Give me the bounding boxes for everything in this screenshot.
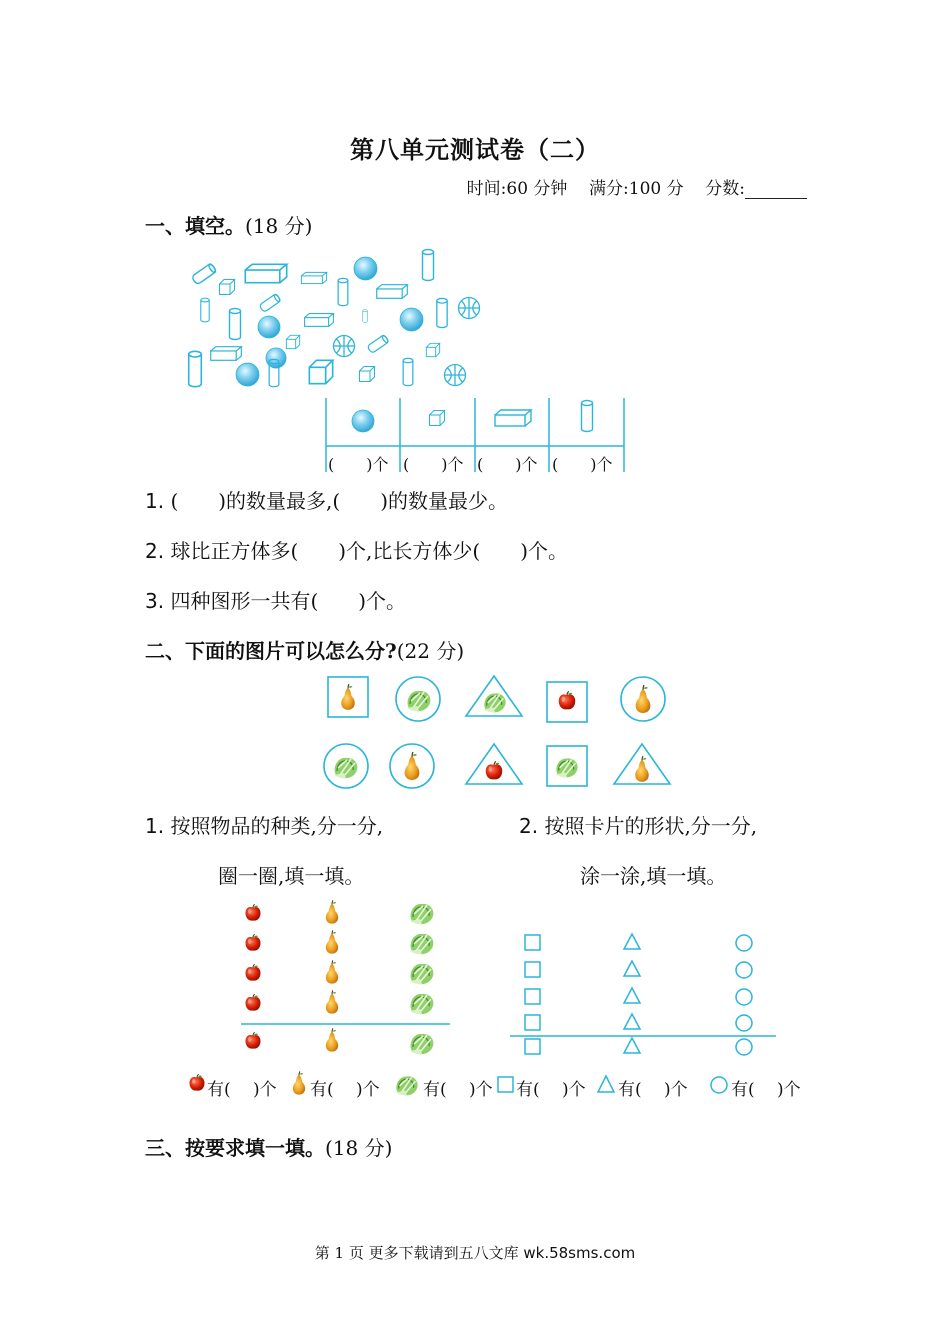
legend-apple-icon: [190, 1074, 205, 1090]
ball-icon: [236, 363, 259, 386]
cuboid-icon: [301, 272, 326, 283]
card-cabbage-icon: [334, 758, 357, 778]
question-2-1-line2: 圈一圈,填一填。: [218, 864, 365, 888]
triangle-count-field[interactable]: 有( )个: [618, 1080, 688, 1100]
table-ball-icon: [352, 410, 374, 432]
cylinder-icon: [423, 250, 434, 281]
cube-icon: [220, 280, 235, 295]
question-1-1: 1. ( )的数量最多,( )的数量最少。: [145, 489, 509, 513]
basketball-icon: [459, 298, 480, 319]
cube-icon: [360, 367, 375, 382]
legend-cabbage-icon: [396, 1076, 418, 1095]
ball-icon: [400, 308, 423, 331]
full-score: 满分:100 分: [589, 179, 684, 199]
question-2-1: 1. 按照物品的种类,分一分,: [145, 814, 384, 838]
cuboid-icon: [305, 314, 334, 327]
question-2-2-line2: 涂一涂,填一填。: [580, 864, 727, 888]
circle-count-field[interactable]: 有( )个: [731, 1080, 801, 1100]
card-pear-icon: [405, 752, 420, 780]
cube-icon: [286, 335, 299, 348]
legend-circle-icon: [711, 1077, 727, 1093]
time-limit: 时间:60 分钟: [466, 179, 568, 199]
score-label: 分数:: [705, 179, 745, 199]
table-cylinder-icon: [582, 401, 593, 432]
cuboid-icon: [245, 264, 286, 282]
fruit-tally: [235, 895, 455, 1060]
section-2-title: 二、下面的图片可以怎么分?: [145, 639, 397, 663]
question-2-2: 2. 按照卡片的形状,分一分,: [519, 814, 758, 838]
pear-column: [326, 900, 338, 1051]
apple-column: [246, 904, 261, 1048]
cube-icon: [309, 360, 332, 383]
cylinder-tilted-icon: [259, 293, 281, 312]
card-pear-icon: [341, 684, 355, 710]
apple-count-field[interactable]: 有( )个: [207, 1080, 277, 1100]
cylinder-icon: [201, 298, 209, 322]
ball-icon: [258, 316, 280, 338]
section-2-points: (22 分): [396, 639, 465, 663]
basketball-icon: [445, 365, 466, 386]
shape-tally: [508, 925, 780, 1060]
cylinder-tilted-icon: [191, 263, 216, 285]
cylinder-icon: [338, 278, 348, 305]
card-cabbage-icon: [556, 758, 578, 777]
footer-url[interactable]: wk.58sms.com: [523, 1244, 636, 1262]
section-2-heading: [145, 635, 464, 664]
card-apple-icon: [559, 691, 576, 709]
ball-icon: [354, 257, 377, 280]
cabbage-count-field[interactable]: 有( )个: [423, 1080, 493, 1100]
table-count-cube[interactable]: ( )个: [403, 455, 464, 474]
cabbage-column: [410, 904, 433, 1054]
table-count-cuboid[interactable]: ( )个: [477, 455, 538, 474]
section-3-heading: [145, 1132, 392, 1161]
legend-triangle-icon: [598, 1076, 614, 1092]
cylinder-icon: [437, 298, 447, 327]
question-1-3: 3. 四种图形一共有( )个。: [145, 589, 407, 613]
square-count-field[interactable]: 有( )个: [516, 1080, 586, 1100]
question-1-2: 2. 球比正方体多( )个,比长方体少( )个。: [145, 539, 569, 563]
pear-count-field[interactable]: 有( )个: [310, 1080, 380, 1100]
picture-cards: [320, 672, 680, 792]
shapes-illustration: [185, 245, 485, 395]
cylinder-icon: [230, 309, 241, 340]
count-legend-icons: [186, 1070, 806, 1100]
card-apple-icon: [486, 761, 503, 779]
card-cabbage-icon: [484, 693, 506, 712]
table-cube-icon: [430, 411, 445, 426]
cuboid-icon: [377, 285, 408, 299]
section-3-points: (18 分): [325, 1136, 393, 1160]
section-1-title: 一、填空。: [145, 214, 245, 238]
cylinder-tilted-icon: [367, 334, 389, 353]
basketball-icon: [334, 336, 355, 357]
cylinder-icon: [189, 351, 202, 386]
score-blank[interactable]: [745, 182, 807, 199]
disc-icon: [363, 310, 368, 323]
table-count-ball[interactable]: ( )个: [328, 455, 389, 474]
cylinder-icon: [269, 359, 279, 386]
legend-pear-icon: [293, 1071, 305, 1094]
exam-meta: [467, 174, 807, 199]
table-count-cylinder[interactable]: ( )个: [552, 455, 613, 474]
table-cuboid-icon: [495, 410, 531, 426]
cylinder-icon: [403, 358, 413, 385]
section-1-points: (18 分): [245, 214, 313, 238]
cube-icon: [426, 343, 439, 356]
section-1-heading: [145, 210, 312, 239]
card-pear-icon: [635, 756, 649, 782]
footer-text: 第 1 页 更多下载请到五八文库: [314, 1244, 524, 1262]
legend-square-icon: [498, 1077, 513, 1092]
cuboid-icon: [211, 347, 242, 361]
page-title: 第八单元测试卷（二）: [350, 135, 600, 164]
section-3-title: 三、按要求填一填。: [145, 1136, 325, 1160]
card-pear-icon: [636, 685, 651, 713]
page-footer: [0, 1242, 950, 1263]
card-cabbage-icon: [407, 691, 430, 711]
